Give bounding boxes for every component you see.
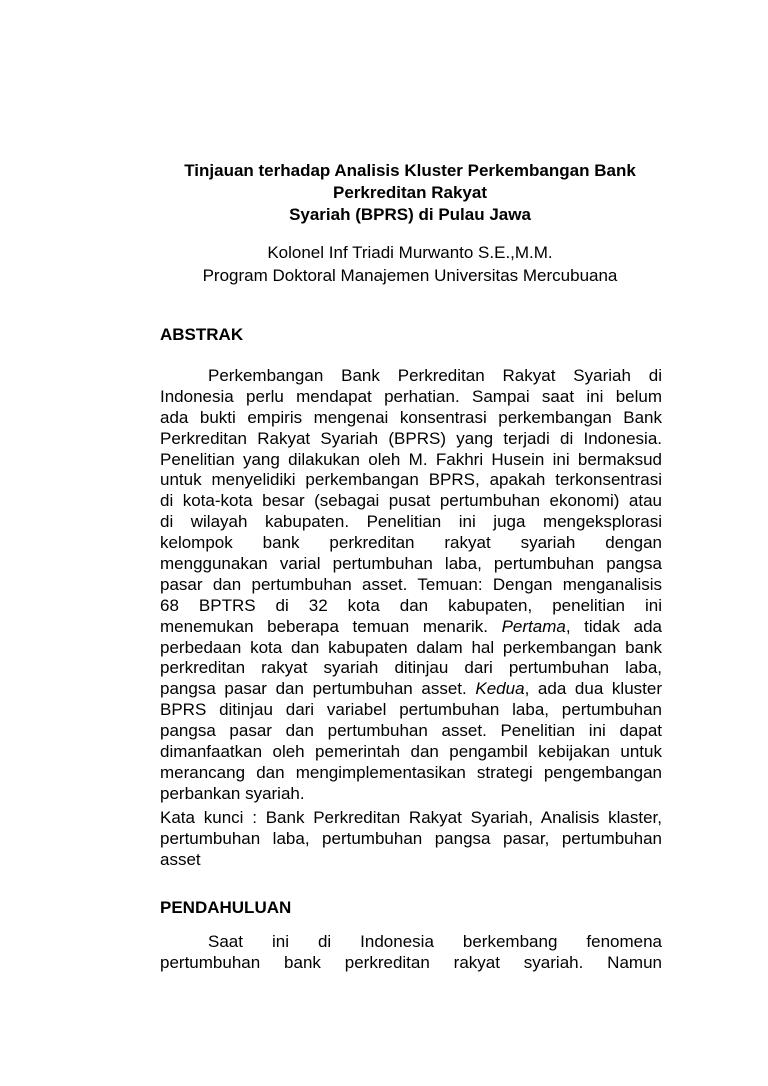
abstract-line: Perkreditan Rakyat Syariah (BPRS) yang terjadi di Indonesia.: [160, 428, 662, 448]
abstract-line: Penelitian yang dilakukan oleh M. Fakhri Husein ini bermaksud: [160, 449, 662, 469]
emphasis-pertama: Pertama: [501, 616, 566, 636]
abstract-line-text: , tidak ada: [565, 616, 662, 636]
emphasis-kedua: Kedua: [475, 679, 525, 699]
keywords-line: pertumbuhan laba, pertumbuhan pangsa pasar, pertumbuhan: [160, 828, 662, 848]
keywords-line: asset: [160, 849, 201, 869]
abstract-heading: ABSTRAK: [160, 325, 244, 344]
intro-line: Saat ini di Indonesia berkembang fenomena: [208, 932, 662, 951]
abstract-line: [160, 617, 662, 638]
abstract-line: di wilayah kabupaten. Penelitian ini juga mengeksplorasi: [160, 512, 662, 532]
title-line-1: Tinjauan terhadap Analisis Kluster Perkembangan Bank: [184, 161, 636, 180]
abstract-line: perbankan syariah.: [160, 783, 305, 803]
abstract-line-text: pangsa pasar dan pertumbuhan asset.: [160, 679, 467, 699]
title-line-3: Syariah (BPRS) di Pulau Jawa: [289, 205, 531, 224]
abstract-line-text: , ada dua kluster: [524, 679, 662, 699]
abstract-line: untuk menyelidiki perkembangan BPRS, apakah terkonsentrasi: [160, 470, 662, 490]
abstract-line: BPRS ditinjau dari variabel pertumbuhan laba, pertumbuhan: [160, 700, 662, 720]
abstract-line: perkreditan rakyat syariah ditinjau dari pertumbuhan laba,: [160, 658, 662, 678]
abstract-line-text: menemukan beberapa temuan menarik.: [160, 616, 489, 636]
abstract-line: 68 BPTRS di 32 kota dan kabupaten, penelitian ini: [160, 595, 662, 615]
abstract-line: di kota-kota besar (sebagai pusat pertumbuhan ekonomi) atau: [160, 491, 662, 511]
author-affiliation: Program Doktoral Manajemen Universitas Mercubuana: [202, 266, 618, 285]
abstract-paragraph: [160, 366, 662, 805]
abstract-line: menggunakan varial pertumbuhan laba, pertumbuhan pangsa: [160, 554, 662, 574]
intro-line: pertumbuhan bank perkreditan rakyat syariah. Namun: [160, 952, 662, 972]
abstract-line: pangsa pasar dan pertumbuhan asset. Penelitian ini dapat: [160, 721, 662, 741]
abstract-line: perbedaan kota dan kabupaten dalam hal perkembangan bank: [160, 637, 662, 657]
abstract-line: [160, 679, 662, 700]
paper-title: [150, 160, 670, 226]
author-block: [150, 241, 670, 287]
abstract-line: kelompok bank perkreditan rakyat syariah dengan: [160, 533, 662, 553]
abstract-line: Perkembangan Bank Perkreditan Rakyat Syariah di: [208, 366, 662, 385]
abstract-line: Indonesia perlu mendapat perhatian. Sampai saat ini belum: [160, 386, 662, 406]
title-line-2: Perkreditan Rakyat: [332, 183, 488, 202]
author-name: Kolonel Inf Triadi Murwanto S.E.,M.M.: [267, 243, 553, 262]
abstract-line: merancang dan mengimplementasikan strategi pengembangan: [160, 762, 662, 782]
keywords-line: Kata kunci : Bank Perkreditan Rakyat Syariah, Analisis klaster,: [160, 808, 662, 827]
keywords-paragraph: [160, 808, 662, 871]
intro-heading: PENDAHULUAN: [160, 898, 292, 917]
intro-paragraph: [160, 932, 662, 974]
abstract-line: ada bukti empiris mengenai konsentrasi perkembangan Bank: [160, 407, 662, 427]
abstract-line: dimanfaatkan oleh pemerintah dan pengambil kebijakan untuk: [160, 742, 662, 762]
abstract-line: pasar dan pertumbuhan asset. Temuan: Dengan menganalisis: [160, 574, 662, 594]
